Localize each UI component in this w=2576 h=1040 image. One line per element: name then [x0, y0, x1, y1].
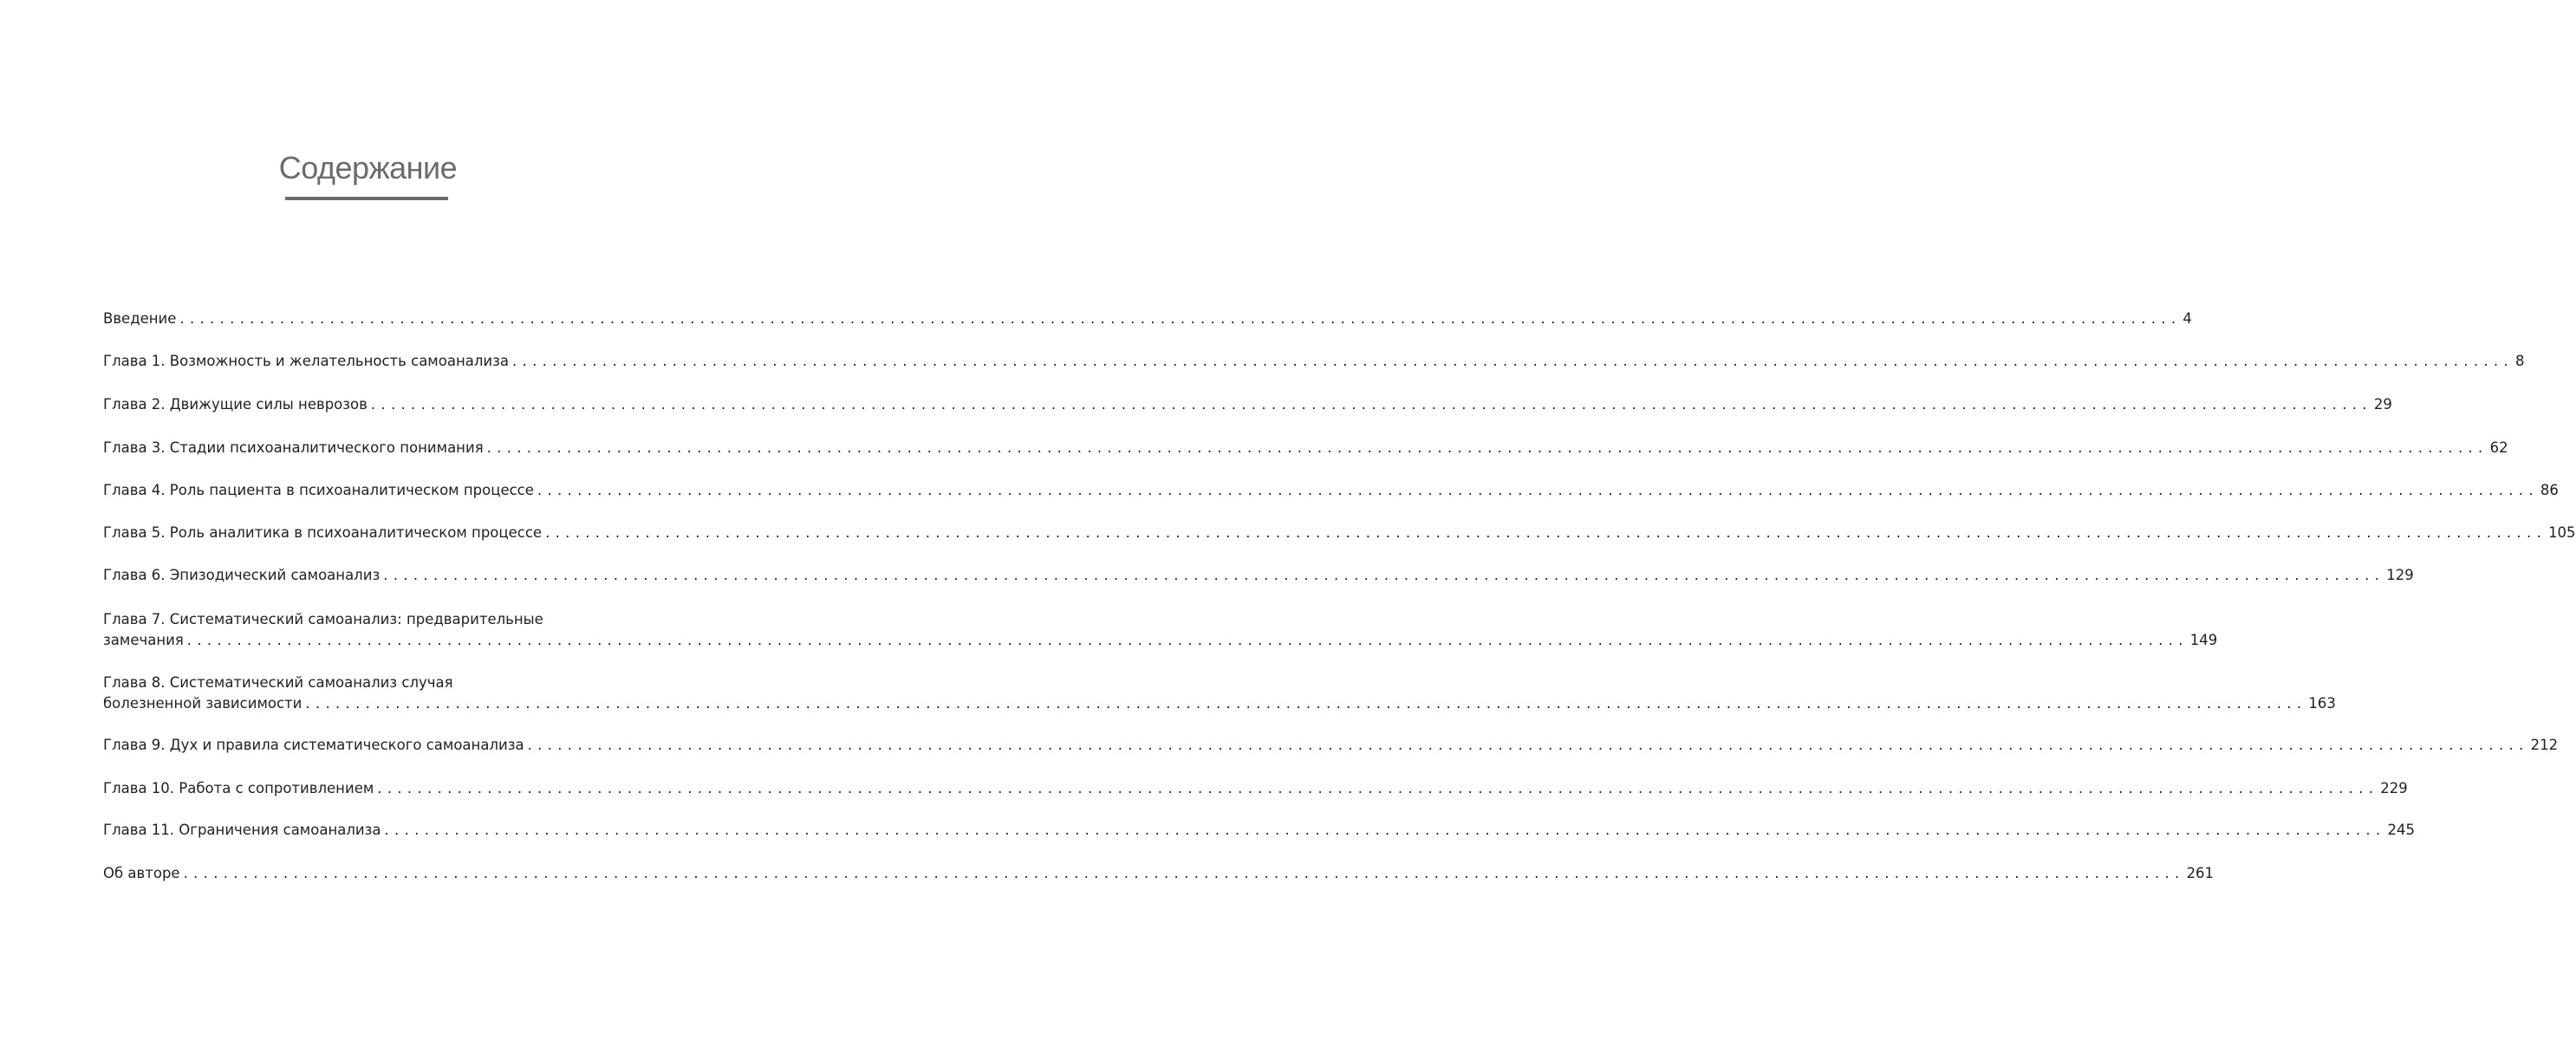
- toc-page-number: 86: [2540, 482, 2559, 498]
- dot-leader: ........................................................................................................................................................................................................: [384, 822, 2386, 838]
- page-title: Содержание: [278, 150, 458, 185]
- toc-entry-title: Глава 6. Эпизодический самоанализ: [103, 567, 381, 583]
- toc-entry-title: Глава 10. Работа с сопротивлением: [103, 780, 374, 796]
- toc-entry[interactable]: [103, 673, 2336, 714]
- toc-entry[interactable]: [103, 394, 2392, 415]
- dot-leader: ........................................................................................................................................................................................................: [179, 310, 2182, 327]
- toc-entry-title: Глава 2. Движущие силы неврозов: [103, 396, 368, 413]
- title-underline: [285, 197, 448, 200]
- dot-leader: ........................................................................................................................................................................................................: [383, 567, 2385, 583]
- toc-page-number: 8: [2515, 353, 2525, 369]
- toc-page-number: 229: [2380, 780, 2408, 796]
- toc-entry-title: Об авторе: [103, 865, 180, 881]
- toc-entry[interactable]: [103, 523, 2576, 543]
- toc-page-number: 261: [2186, 865, 2215, 881]
- toc-entry[interactable]: [103, 820, 2415, 841]
- dot-leader: ........................................................................................................................................................................................................: [370, 396, 2372, 413]
- toc-page-number: 4: [2182, 310, 2192, 327]
- toc-entry-title: Глава 11. Ограничения самоанализа: [103, 822, 381, 838]
- toc-page-number: 129: [2386, 567, 2414, 583]
- toc-entry[interactable]: [103, 351, 2525, 372]
- toc-entry[interactable]: [103, 480, 2559, 501]
- toc-entry-title: Глава 4. Роль пациента в психоаналитическом процессе: [103, 482, 534, 498]
- toc-entry-title: Глава 1. Возможность и желательность самоанализа: [103, 353, 510, 369]
- toc-entry[interactable]: [103, 309, 2192, 329]
- toc-entry[interactable]: [103, 863, 2215, 884]
- toc-entry-title: Введение: [103, 310, 177, 327]
- dot-leader: ........................................................................................................................................................................................................: [545, 524, 2547, 541]
- dot-leader: ........................................................................................................................................................................................................: [512, 353, 2514, 369]
- toc-entry[interactable]: [103, 735, 2559, 756]
- dot-leader: ........................................................................................................................................................................................................: [377, 780, 2379, 796]
- dot-leader: ........................................................................................................................................................................................................: [537, 482, 2539, 498]
- dot-leader: ........................................................................................................................................................................................................: [183, 865, 2185, 881]
- toc-page-number: 212: [2530, 737, 2559, 753]
- toc-entry-title: Глава 9. Дух и правила систематического самоанализа: [103, 737, 524, 753]
- dot-leader: ........................................................................................................................................................................................................: [305, 695, 2307, 712]
- toc-entry[interactable]: [103, 565, 2414, 586]
- toc-entry-title: Глава 8. Систематический самоанализ случая: [103, 674, 453, 691]
- dot-leader: ........................................................................................................................................................................................................: [486, 439, 2488, 456]
- toc-entry-title: Глава 5. Роль аналитика в психоаналитическом процессе: [103, 524, 543, 541]
- toc-page-number: 29: [2373, 396, 2392, 413]
- toc-page-number: 163: [2308, 695, 2336, 712]
- toc-entry-title: болезненной зависимости: [103, 695, 302, 712]
- toc-entry[interactable]: [103, 609, 2218, 651]
- toc-page-number: 62: [2489, 439, 2508, 456]
- dot-leader: ........................................................................................................................................................................................................: [527, 737, 2529, 753]
- toc-page-number: 105: [2548, 524, 2576, 541]
- toc-page-number: 149: [2189, 632, 2218, 648]
- toc-entry-title: замечания: [103, 632, 184, 648]
- toc-entry-title: Глава 3. Стадии психоаналитического понимания: [103, 439, 484, 456]
- dot-leader: ........................................................................................................................................................................................................: [186, 632, 2189, 648]
- toc-entry-title: Глава 7. Систематический самоанализ: предварительные: [103, 611, 543, 627]
- toc-entry[interactable]: [103, 778, 2408, 799]
- toc-entry[interactable]: [103, 438, 2508, 458]
- toc-page-number: 245: [2387, 822, 2415, 838]
